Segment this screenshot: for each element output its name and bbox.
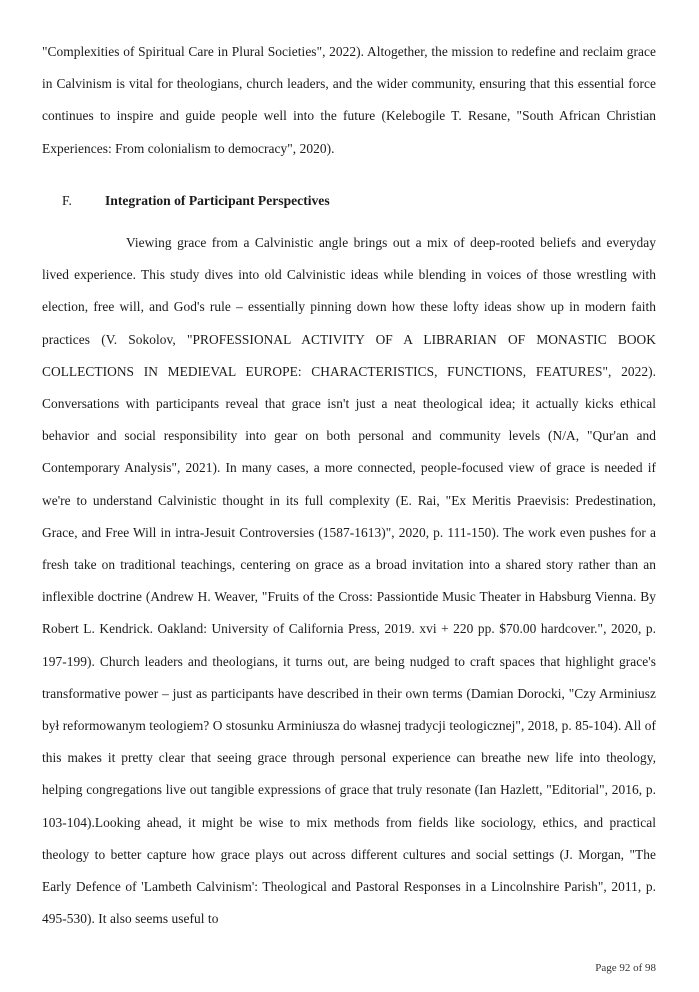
body-paragraph: [42, 227, 656, 935]
section-title: Integration of Participant Perspectives: [105, 193, 330, 208]
section-letter: F.: [62, 193, 72, 208]
page-number-footer: Page 92 of 98: [595, 962, 656, 974]
body-paragraph-continued: "Complexities of Spiritual Care in Plural Societies", 2022). Altogether, the mission to redefine and reclaim grace in Calvinism is vital for theologians, church leaders, and the wider community, ensuring that this essential force continues to inspire and guide people well into the future (Kelebogile T. Resane, "South African Christian Experiences: From colonialism to democracy", 2020).: [42, 44, 656, 156]
section-heading: [62, 189, 330, 213]
body-paragraph-text: Viewing grace from a Calvinistic angle brings out a mix of deep-rooted beliefs and everyday lived experience. This study dives into old Calvinistic ideas while blending in voices of those wrestling with election, free will, and God's rule – essentially pinning down how these lofty ideas show up in modern faith practices (V. Sokolov, "PROFESSIONAL ACTIVITY OF A LIBRARIAN OF MONASTIC BOOK COLLECTIONS IN MEDIEVAL EUROPE: CHARACTERISTICS, FUNCTIONS, FEATURES", 2022). Conversations with participants reveal that grace isn't just a neat theological idea; it actually kicks ethical behavior and social responsibility into gear on both personal and community levels (N/A, "Qur'an and Contemporary Analysis", 2021). In many cases, a more connected, people-focused view of grace is needed if we're to understand Calvinistic thought in its full complexity (E. Rai, "Ex Meritis Praevisis: Predestination, Grace, and Free Will in intra-Jesuit Controversies (1587-1613)", 2020, p. 111-150). The work even pushes for a fresh take on traditional teachings, centering on grace as a broad invitation into a shared story rather than an inflexible doctrine (Andrew H. Weaver, "Fruits of the Cross: Passiontide Music Theater in Habsburg Vienna. By Robert L. Kendrick. Oakland: University of California Press, 2019. xvi + 220 pp. $70.00 hardcover.", 2020, p. 197-199). Church leaders and theologians, it turns out, are being nudged to craft spaces that highlight grace's transformative power – just as participants have described in their own terms (Damian Dorocki, "Czy Arminiusz był reformowanym teologiem? O stosunku Arminiusza do własnej tradycji teologicznej", 2018, p. 85-104). All of this makes it pretty clear that seeing grace through personal experience can breathe new life into theology, helping congregations live out tangible expressions of grace that truly resonate (Ian Hazlett, "Editorial", 2016, p. 103-104).Looking ahead, it might be wise to mix methods from fields like sociology, ethics, and practical theology to better capture how grace plays out across different cultures and social settings (J. Morgan, "The Early Defence of 'Lambeth Calvinism': Theological and Pastoral Responses in a Lincolnshire Parish", 2011, p. 495-530). It also seems useful to: [42, 235, 656, 927]
